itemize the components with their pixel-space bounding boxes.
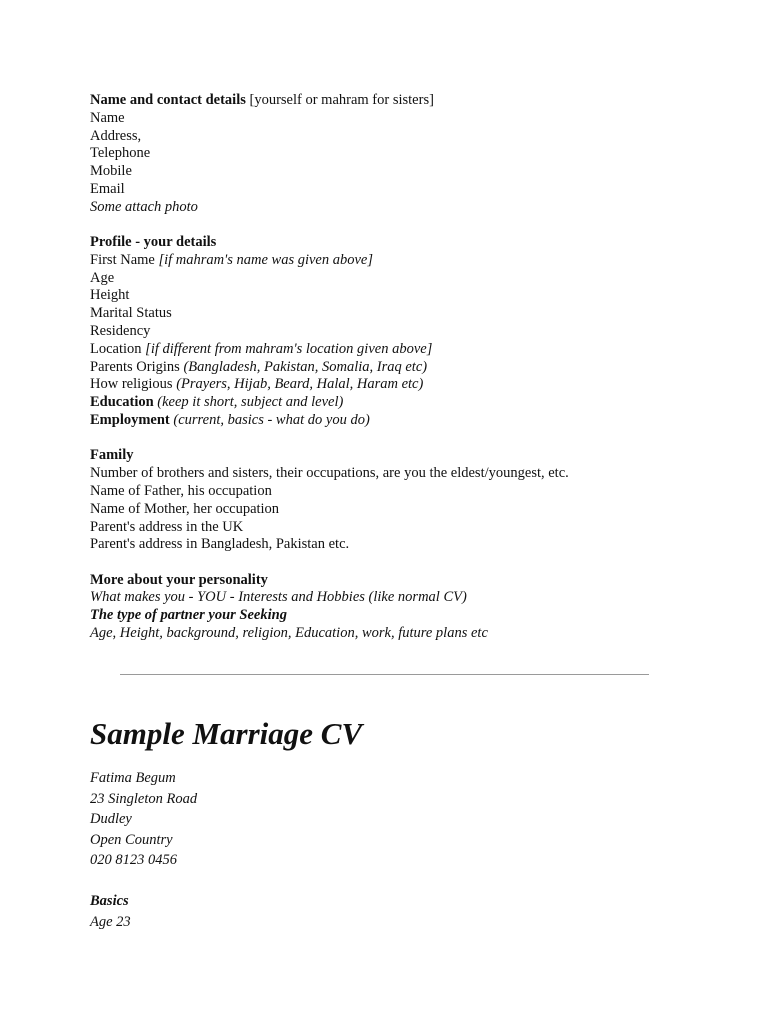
profile-marital-status: Marital Status (90, 305, 172, 322)
first-name-label: First Name (90, 251, 159, 268)
contact-heading-note: [yourself or mahram for sisters] (245, 92, 434, 108)
sample-cv-address-2: Dudley (90, 811, 132, 828)
photo-note: Some attach photo (90, 198, 198, 215)
sample-cv-details (90, 768, 710, 932)
spacer (90, 217, 710, 235)
profile-height: Height (90, 287, 130, 304)
employment-label: Employment (90, 412, 170, 429)
sample-cv-basics-heading: Basics (90, 892, 129, 909)
religious-note: (Prayers, Hijab, Beard, Halal, Haram etc) (176, 376, 424, 393)
parents-origins-note: (Bangladesh, Pakistan, Somalia, Iraq etc) (183, 358, 428, 375)
sample-cv-title: Sample Marriage CV (90, 716, 363, 751)
parents-origins-label: Parents Origins (90, 358, 184, 375)
family-heading: Family (90, 447, 134, 464)
profile-age: Age (90, 269, 115, 286)
contact-item-email: Email (90, 180, 125, 197)
employment-note: (current, basics - what do you do) (169, 412, 370, 429)
family-item-mother: Name of Mother, her occupation (90, 500, 280, 517)
profile-employment (90, 412, 710, 430)
sample-cv-address-1: 23 Singleton Road (90, 790, 198, 807)
spacer (90, 430, 710, 448)
contact-item-name: Name (90, 109, 125, 126)
education-label: Education (90, 394, 154, 411)
family-item-uk-address: Parent's address in the UK (90, 518, 244, 535)
contact-item-address: Address, (90, 127, 142, 144)
contact-heading: Name and contact details (90, 92, 246, 108)
sample-cv-age: Age 23 (90, 913, 131, 930)
profile-heading: Profile - your details (90, 234, 217, 251)
personality-heading: More about your personality (90, 571, 268, 588)
family-item-father: Name of Father, his occupation (90, 482, 272, 499)
partner-heading: The type of partner your Seeking (90, 607, 287, 624)
horizontal-divider (120, 674, 649, 675)
cv-guide (90, 92, 710, 643)
education-note: (keep it short, subject and level) (153, 394, 344, 411)
partner-line: Age, Height, background, religion, Education, work, future plans etc (90, 625, 488, 642)
profile-religious (90, 376, 710, 394)
contact-heading-line (90, 92, 710, 110)
family-item-home-address: Parent's address in Bangladesh, Pakistan etc. (90, 536, 350, 553)
religious-label: How religious (90, 376, 177, 393)
sample-cv-address-3: Open Country (90, 831, 173, 848)
profile-location (90, 341, 710, 359)
profile-first-name (90, 252, 710, 270)
spacer (90, 554, 710, 572)
sample-cv-name: Fatima Begum (90, 770, 176, 786)
profile-residency: Residency (90, 323, 151, 340)
sample-cv (90, 714, 710, 932)
first-name-note: [if mahram's name was given above] (158, 251, 374, 268)
contact-item-telephone: Telephone (90, 145, 151, 162)
sample-cv-phone: 020 8123 0456 (90, 852, 177, 869)
location-label: Location (90, 340, 146, 357)
personality-line: What makes you - YOU - Interests and Hobbies (like normal CV) (90, 589, 467, 606)
spacer (90, 871, 710, 891)
profile-education (90, 394, 710, 412)
family-item-siblings: Number of brothers and sisters, their occupations, are you the eldest/youngest, etc. (90, 465, 569, 482)
contact-item-mobile: Mobile (90, 163, 132, 180)
location-note: [if different from mahram's location given above] (145, 340, 433, 357)
profile-parents-origins (90, 359, 710, 377)
